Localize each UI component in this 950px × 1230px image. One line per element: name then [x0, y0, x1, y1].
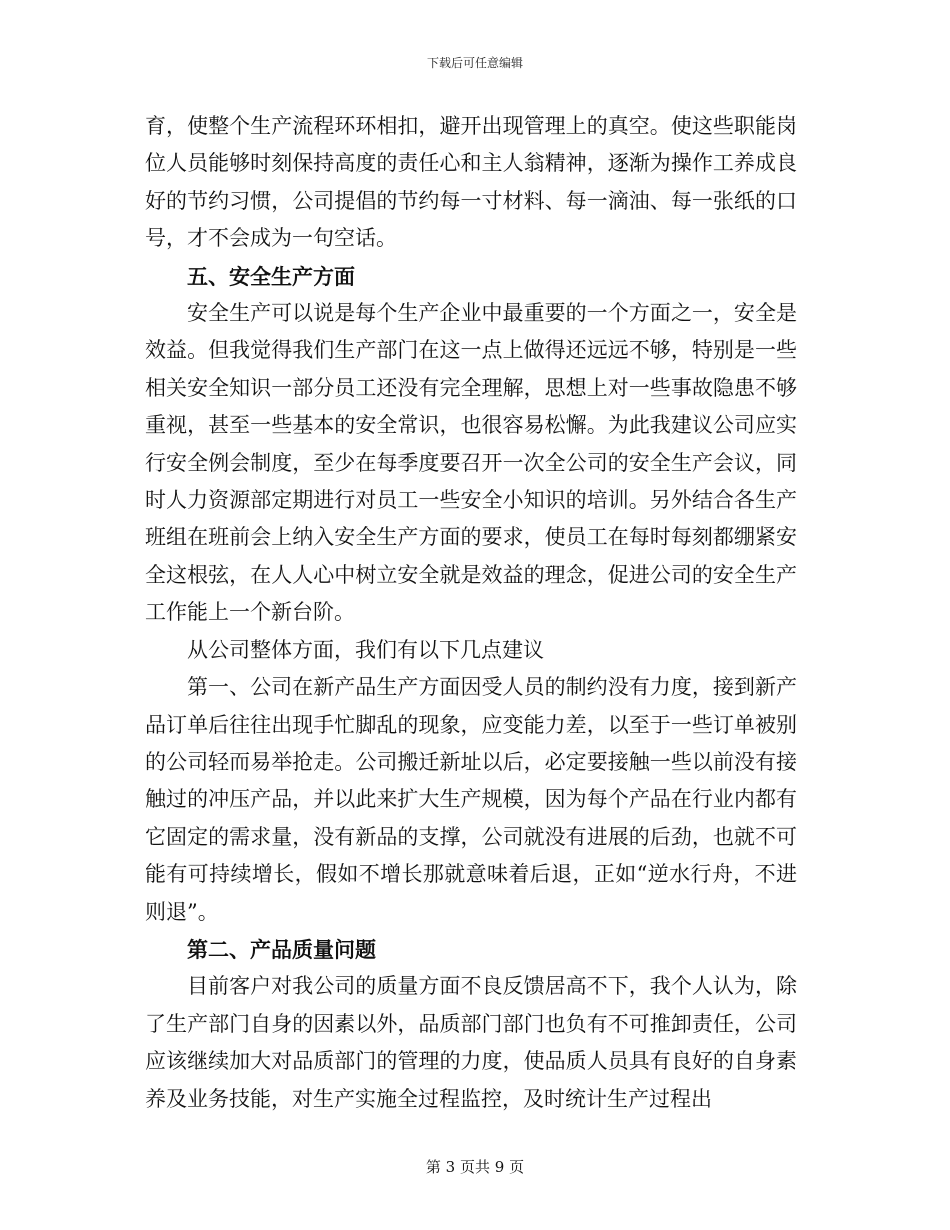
document-body	[145, 108, 797, 1118]
paragraph-new-products: 第一、公司在新产品生产方面因受人员的制约没有力度，接到新产品订单后往往出现手忙脚乱的现象，应变能力差，以至于一些订单被别的公司轻而易举抢走。公司搬迁新址以后，必定要接触一些以前没有接触过的冲压产品，并以此来扩大生产规模，因为每个产品在行业内都有它固定的需求量，没有新品的支撑，公司就没有进展的后劲，也就不可能有可持续增长，假如不增长那就意味着后退，正如“逆水行舟，不进则退”。	[145, 675, 797, 924]
section-heading-safety: 五、安全生产方面	[187, 263, 355, 289]
section-heading-quality: 第二、产品质量问题	[187, 936, 376, 962]
page-footer: 第 3 页共 9 页	[425, 1158, 525, 1176]
paragraph-continuation: 育，使整个生产流程环环相扣，避开出现管理上的真空。使这些职能岗位人员能够时刻保持高度的责任心和主人翁精神，逐渐为操作工养成良好的节约习惯，公司提倡的节约每一寸材料、每一滴油、每一张纸的口号，才不会成为一句空话。	[145, 114, 797, 251]
paragraph-safety: 安全生产可以说是每个生产企业中最重要的一个方面之一，安全是效益。但我觉得我们生产部门在这一点上做得还远远不够，特别是一些相关安全知识一部分员工还没有完全理解，思想上对一些事故隐患不够重视，甚至一些基本的安全常识，也很容易松懈。为此我建议公司应实行安全例会制度，至少在每季度要召开一次全公司的安全生产会议，同时人力资源部定期进行对员工一些安全小知识的培训。另外结合各生产班组在班前会上纳入安全生产方面的要求，使员工在每时每刻都绷紧安全这根弦，在人人心中树立安全就是效益的理念，促进公司的安全生产工作能上一个新台阶。	[145, 301, 797, 625]
paragraph-quality: 目前客户对我公司的质量方面不良反馈居高不下，我个人认为，除了生产部门自身的因素以外，品质部门部门也负有不可推卸责任，公司应该继续加大对品质部门的管理的力度，使品质人员具有良好的自身素养及业务技能，对生产实施全过程监控，及时统计生产过程出	[145, 974, 797, 1111]
page-header: 下载后可任意编辑	[426, 56, 523, 70]
paragraph-overall-intro: 从公司整体方面，我们有以下几点建议	[187, 637, 544, 662]
